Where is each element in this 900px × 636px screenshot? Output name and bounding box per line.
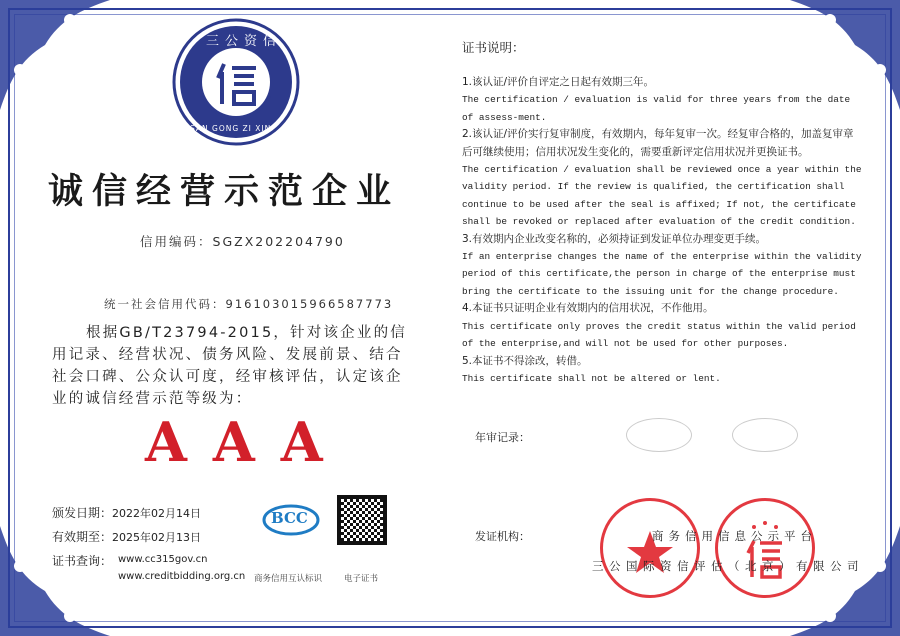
credit-code bbox=[140, 232, 345, 250]
note-en: The certification / evaluation shall be reviewed once a year within the validity period. If the review is qualified, the certification shall continue to be used after the seal is affixed; If not, the certificate shall be revoked or replaced after evaluation of the credit condition. bbox=[462, 164, 862, 228]
unified-code-value: 916103015966587773 bbox=[225, 297, 394, 311]
issuer-label: 发证机构： bbox=[475, 530, 530, 543]
certification-paragraph: 根据GB/T23794-2015，针对该企业的信用记录、经营状况、债务风险、发展前景、结合社会口碑、公众认可度，经审核评估，认定该企业的诚信经营示范等级为： bbox=[52, 325, 407, 407]
issue-date-value: 2022年02月14日 bbox=[112, 507, 202, 520]
note-cn: 3.有效期内企业改变名称的，必须持证到发证单位办理变更手续。 bbox=[462, 232, 767, 245]
review-stamp-placeholder bbox=[626, 418, 692, 452]
company-seal bbox=[600, 498, 700, 598]
note-en: This certificate only proves the credit status within the valid period of the enterprise,and will not be used for other purposes. bbox=[462, 320, 856, 350]
xin-mark-icon bbox=[718, 501, 812, 595]
qr-code[interactable] bbox=[337, 495, 387, 545]
issue-date bbox=[52, 504, 201, 521]
logo-chinese: 三公资信 bbox=[206, 34, 283, 49]
sangong-logo bbox=[172, 18, 300, 146]
note-cn: 2.该认证/评价实行复审制度，有效期内，每年复审一次。经复审合格的，加盖复审章后可继续使用；信用状况发生变化的，需要重新评定信用状况并更换证书。 bbox=[462, 128, 854, 158]
issuer-line-2: 三公国际资信评估（北京）有限公司 bbox=[592, 559, 864, 573]
issuer-line-1: 商务信用信息公示平台 bbox=[652, 529, 817, 543]
query-label: 证书查询： bbox=[52, 554, 113, 568]
bcc-logo bbox=[262, 500, 320, 536]
notes-heading: 证书说明： bbox=[462, 40, 525, 55]
valid-until-label: 有效期至： bbox=[52, 530, 113, 544]
query-url-2[interactable]: www.creditbidding.org.cn bbox=[118, 571, 246, 582]
bcc-logo-text: BCC bbox=[271, 509, 308, 527]
note-en: This certificate shall not be altered or lent. bbox=[462, 372, 721, 384]
note-cn: 1.该认证/评价自评定之日起有效期三年。 bbox=[462, 76, 655, 88]
annual-review-label: 年审记录： bbox=[475, 431, 530, 444]
valid-until-value: 2025年02月13日 bbox=[112, 531, 202, 544]
note-en: If an enterprise changes the name of the enterprise within the validity period of this certificate,the person in charge of the enterprise must bring the certificate to the issuing unit for the change procedure. bbox=[462, 251, 862, 297]
query-url-1[interactable]: www.cc315gov.cn bbox=[118, 554, 208, 565]
review-stamp-placeholder bbox=[732, 418, 798, 452]
certificate-title: 诚信经营示范企业 bbox=[48, 171, 401, 212]
corner-ornament-icon bbox=[0, 0, 110, 110]
note-cn: 5.本证书不得涂改，转借。 bbox=[462, 354, 588, 367]
note-en: The certification / evaluation is valid for three years from the date of assess-ment. bbox=[462, 94, 851, 123]
issue-date-label: 颁发日期： bbox=[52, 506, 113, 520]
notes-list bbox=[462, 74, 862, 387]
star-icon bbox=[603, 501, 697, 595]
unified-code bbox=[104, 296, 393, 312]
qr-caption: 电子证书 bbox=[344, 574, 379, 584]
platform-seal bbox=[715, 498, 815, 598]
valid-until bbox=[52, 528, 201, 545]
logo-pinyin: SAN GONG ZI XIN bbox=[190, 124, 272, 133]
note-cn: 4.本证书只证明企业有效期内的信用状况，不作他用。 bbox=[462, 302, 714, 315]
bcc-caption: 商务信用互认标识 bbox=[254, 574, 323, 584]
credit-code-label: 信用编码： bbox=[140, 234, 213, 249]
grade-rating: AAA bbox=[145, 410, 349, 474]
credit-code-value: SGZX202204790 bbox=[212, 234, 345, 249]
unified-code-label: 统一社会信用代码： bbox=[104, 297, 226, 311]
